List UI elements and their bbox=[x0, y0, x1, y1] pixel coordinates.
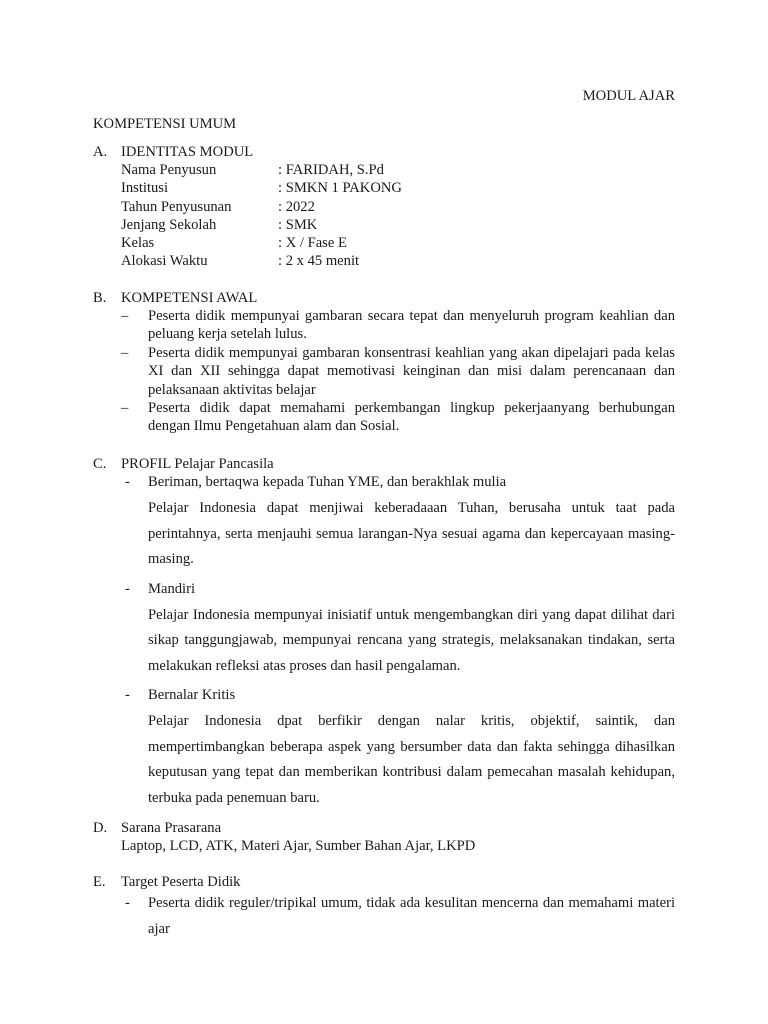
target-list bbox=[121, 891, 675, 942]
section-letter: D. bbox=[93, 820, 108, 836]
list-item bbox=[121, 891, 675, 942]
section-profil-pelajar bbox=[93, 455, 675, 818]
identity-value: : X / Fase E bbox=[278, 235, 347, 252]
section-letter: E. bbox=[93, 874, 106, 890]
identity-table bbox=[121, 161, 675, 271]
profile-item-title-row bbox=[121, 473, 675, 491]
section-title: IDENTITAS MODUL bbox=[121, 144, 254, 160]
identity-row bbox=[121, 216, 675, 234]
identity-row bbox=[121, 198, 675, 216]
facilities-text: Laptop, LCD, ATK, Materi Ajar, Sumber Bahan Ajar, LKPD bbox=[121, 838, 476, 854]
identity-row bbox=[121, 161, 675, 179]
dash-marker: - bbox=[125, 474, 130, 490]
list-item bbox=[121, 307, 675, 344]
dash-marker: - bbox=[125, 895, 130, 911]
profile-item-title-row bbox=[121, 580, 675, 598]
section-title: PROFIL Pelajar Pancasila bbox=[121, 456, 274, 472]
list-item-text: Peserta didik reguler/tripikal umum, tidak ada kesulitan mencerna dan memahami materi ajar bbox=[148, 895, 675, 937]
dash-marker: – bbox=[121, 400, 129, 417]
identity-row bbox=[121, 234, 675, 252]
identity-label: Nama Penyusun bbox=[121, 162, 217, 178]
profile-item-title: Mandiri bbox=[148, 580, 196, 597]
section-letter: A. bbox=[93, 144, 108, 160]
identity-label: Jenjang Sekolah bbox=[121, 216, 217, 233]
profile-item-title-row bbox=[121, 686, 675, 704]
section-identitas-modul bbox=[93, 143, 675, 271]
profile-item-title: Bernalar Kritis bbox=[148, 687, 236, 703]
section-heading bbox=[93, 819, 675, 837]
competency-title: KOMPETENSI UMUM bbox=[93, 116, 237, 132]
identity-label: Kelas bbox=[121, 235, 155, 252]
section-heading bbox=[93, 143, 675, 161]
list-item bbox=[121, 399, 675, 436]
profile-item-description: Pelajar Indonesia mempunyai inisiatif untuk mengembangkan diri yang dapat dilihat dari sikap tanggungjawab, mempunyai rencana yang strategis, melaksanakan tindakan, serta melakukan refleksi atas proses dan hasil pengalaman. bbox=[148, 606, 675, 674]
section-heading bbox=[93, 289, 675, 307]
document-title: MODUL AJAR bbox=[582, 88, 675, 104]
list-item-text: Peserta didik mempunyai gambaran konsentrasi keahlian yang akan dipelajari pada kelas XI dan XII sehingga dapat memotivasi keinginan dan misi dalam perencanaan dan pelaksanaan aktivitas belajar bbox=[148, 344, 675, 398]
profile-item-description: Pelajar Indonesia dapat menjiwai keberadaaan Tuhan, berusaha untuk taat pada perintahnya, serta menjauhi semua larangan-Nya sesuai agama dan kepercayaan masing-masing. bbox=[148, 500, 675, 567]
section-title: KOMPETENSI AWAL bbox=[121, 290, 258, 306]
identity-value: : SMK bbox=[278, 216, 318, 233]
section-title: Target Peserta Didik bbox=[121, 874, 241, 890]
identity-label: Tahun Penyusunan bbox=[121, 198, 232, 215]
identity-value: : FARIDAH, S.Pd bbox=[278, 162, 384, 178]
identity-label: Alokasi Waktu bbox=[121, 253, 208, 270]
section-heading bbox=[93, 455, 675, 473]
list-item-text: Peserta didik mempunyai gambaran secara tepat dan menyeluruh program keahlian dan peluang kerja setelah lulus. bbox=[148, 308, 675, 343]
identity-row bbox=[121, 179, 675, 197]
competency-list bbox=[121, 307, 675, 436]
identity-row bbox=[121, 252, 675, 270]
dash-marker: – bbox=[121, 308, 129, 324]
profile-item-title: Beriman, bertaqwa kepada Tuhan YME, dan berakhlak mulia bbox=[148, 474, 507, 490]
dash-marker: – bbox=[121, 344, 129, 361]
profile-item-description: Pelajar Indonesia dpat berfikir dengan nalar kritis, objektif, saintik, dan mempertimbangkan beberapa aspek yang bersumber data dan fakta sehingga dihasilkan keputusan yang tepat dan memberikan kontribusi dalam pemecahan masalah kehidupan, terbuka pada penemuan baru. bbox=[148, 713, 675, 806]
section-letter: B. bbox=[93, 290, 107, 306]
list-item bbox=[121, 344, 675, 399]
profile-list bbox=[121, 473, 675, 811]
section-heading bbox=[93, 873, 675, 891]
list-item-text: Peserta didik dapat memahami perkembangan lingkup pekerjaanyang berhubungan dengan Ilmu Pengetahuan alam dan Sosial. bbox=[148, 400, 675, 435]
identity-value: : 2022 bbox=[278, 198, 315, 215]
dash-marker: - bbox=[125, 580, 130, 597]
section-sarana-prasarana bbox=[93, 819, 675, 855]
identity-value: : 2 x 45 menit bbox=[278, 253, 360, 270]
section-letter: C. bbox=[93, 456, 107, 472]
identity-value: : SMKN 1 PAKONG bbox=[278, 180, 402, 197]
section-target-peserta bbox=[93, 873, 675, 942]
section-kompetensi-awal bbox=[93, 289, 675, 436]
dash-marker: - bbox=[125, 687, 130, 703]
section-title: Sarana Prasarana bbox=[121, 820, 222, 836]
identity-label: Institusi bbox=[121, 180, 169, 197]
